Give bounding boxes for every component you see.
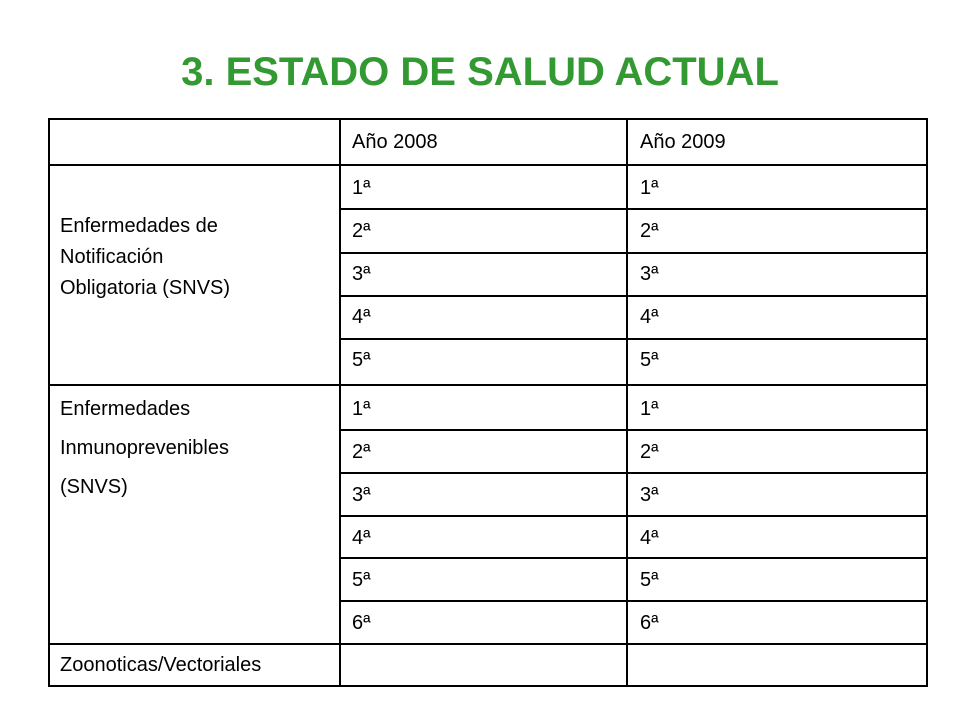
table-cell: 1ª xyxy=(640,398,659,420)
group-label-notificacion: Notificación xyxy=(60,246,164,268)
table-cell: 5ª xyxy=(352,349,371,371)
row-divider xyxy=(339,472,928,474)
table-cell: 2ª xyxy=(352,220,371,242)
table-cell: 5ª xyxy=(640,569,659,591)
table-cell: 2ª xyxy=(640,220,659,242)
group-label-zoonoticas: Zoonoticas/Vectoriales xyxy=(60,654,262,676)
table-cell: 1ª xyxy=(352,177,371,199)
row-divider xyxy=(339,557,928,559)
group-label-inmunoprevenibles: (SNVS) xyxy=(60,476,128,498)
table-cell: 4ª xyxy=(640,306,659,328)
slide-title: 3. ESTADO DE SALUD ACTUAL xyxy=(181,50,779,94)
table-cell: 3ª xyxy=(640,484,659,506)
row-divider xyxy=(339,252,928,254)
table-cell: 6ª xyxy=(352,612,371,634)
row-divider xyxy=(339,338,928,340)
table-cell: 4ª xyxy=(640,527,659,549)
table-cell: 4ª xyxy=(352,306,371,328)
table-cell: 3ª xyxy=(352,484,371,506)
row-divider-header xyxy=(48,164,928,166)
table-cell: 2ª xyxy=(640,441,659,463)
row-divider xyxy=(339,515,928,517)
row-divider xyxy=(339,600,928,602)
table-cell: 3ª xyxy=(640,263,659,285)
row-divider xyxy=(339,208,928,210)
header-year-2009: Año 2009 xyxy=(640,131,726,153)
table-cell: 1ª xyxy=(352,398,371,420)
row-divider-group-1 xyxy=(48,384,928,386)
table-border-top xyxy=(48,118,928,120)
table-cell: 2ª xyxy=(352,441,371,463)
row-divider xyxy=(339,295,928,297)
table-border-left xyxy=(48,118,50,687)
group-label-notificacion: Obligatoria (SNVS) xyxy=(60,277,231,299)
table-cell: 4ª xyxy=(352,527,371,549)
group-label-notificacion: Enfermedades de xyxy=(60,215,218,237)
table-cell: 6ª xyxy=(640,612,659,634)
table-cell: 3ª xyxy=(352,263,371,285)
row-divider xyxy=(339,429,928,431)
header-year-2008: Año 2008 xyxy=(352,131,438,153)
table-cell: 5ª xyxy=(352,569,371,591)
table-cell: 5ª xyxy=(640,349,659,371)
row-divider-group-2 xyxy=(48,643,928,645)
table-border-bottom xyxy=(48,685,928,687)
table-cell: 1ª xyxy=(640,177,659,199)
group-label-inmunoprevenibles: Enfermedades xyxy=(60,398,191,420)
group-label-inmunoprevenibles: Inmunoprevenibles xyxy=(60,437,229,459)
